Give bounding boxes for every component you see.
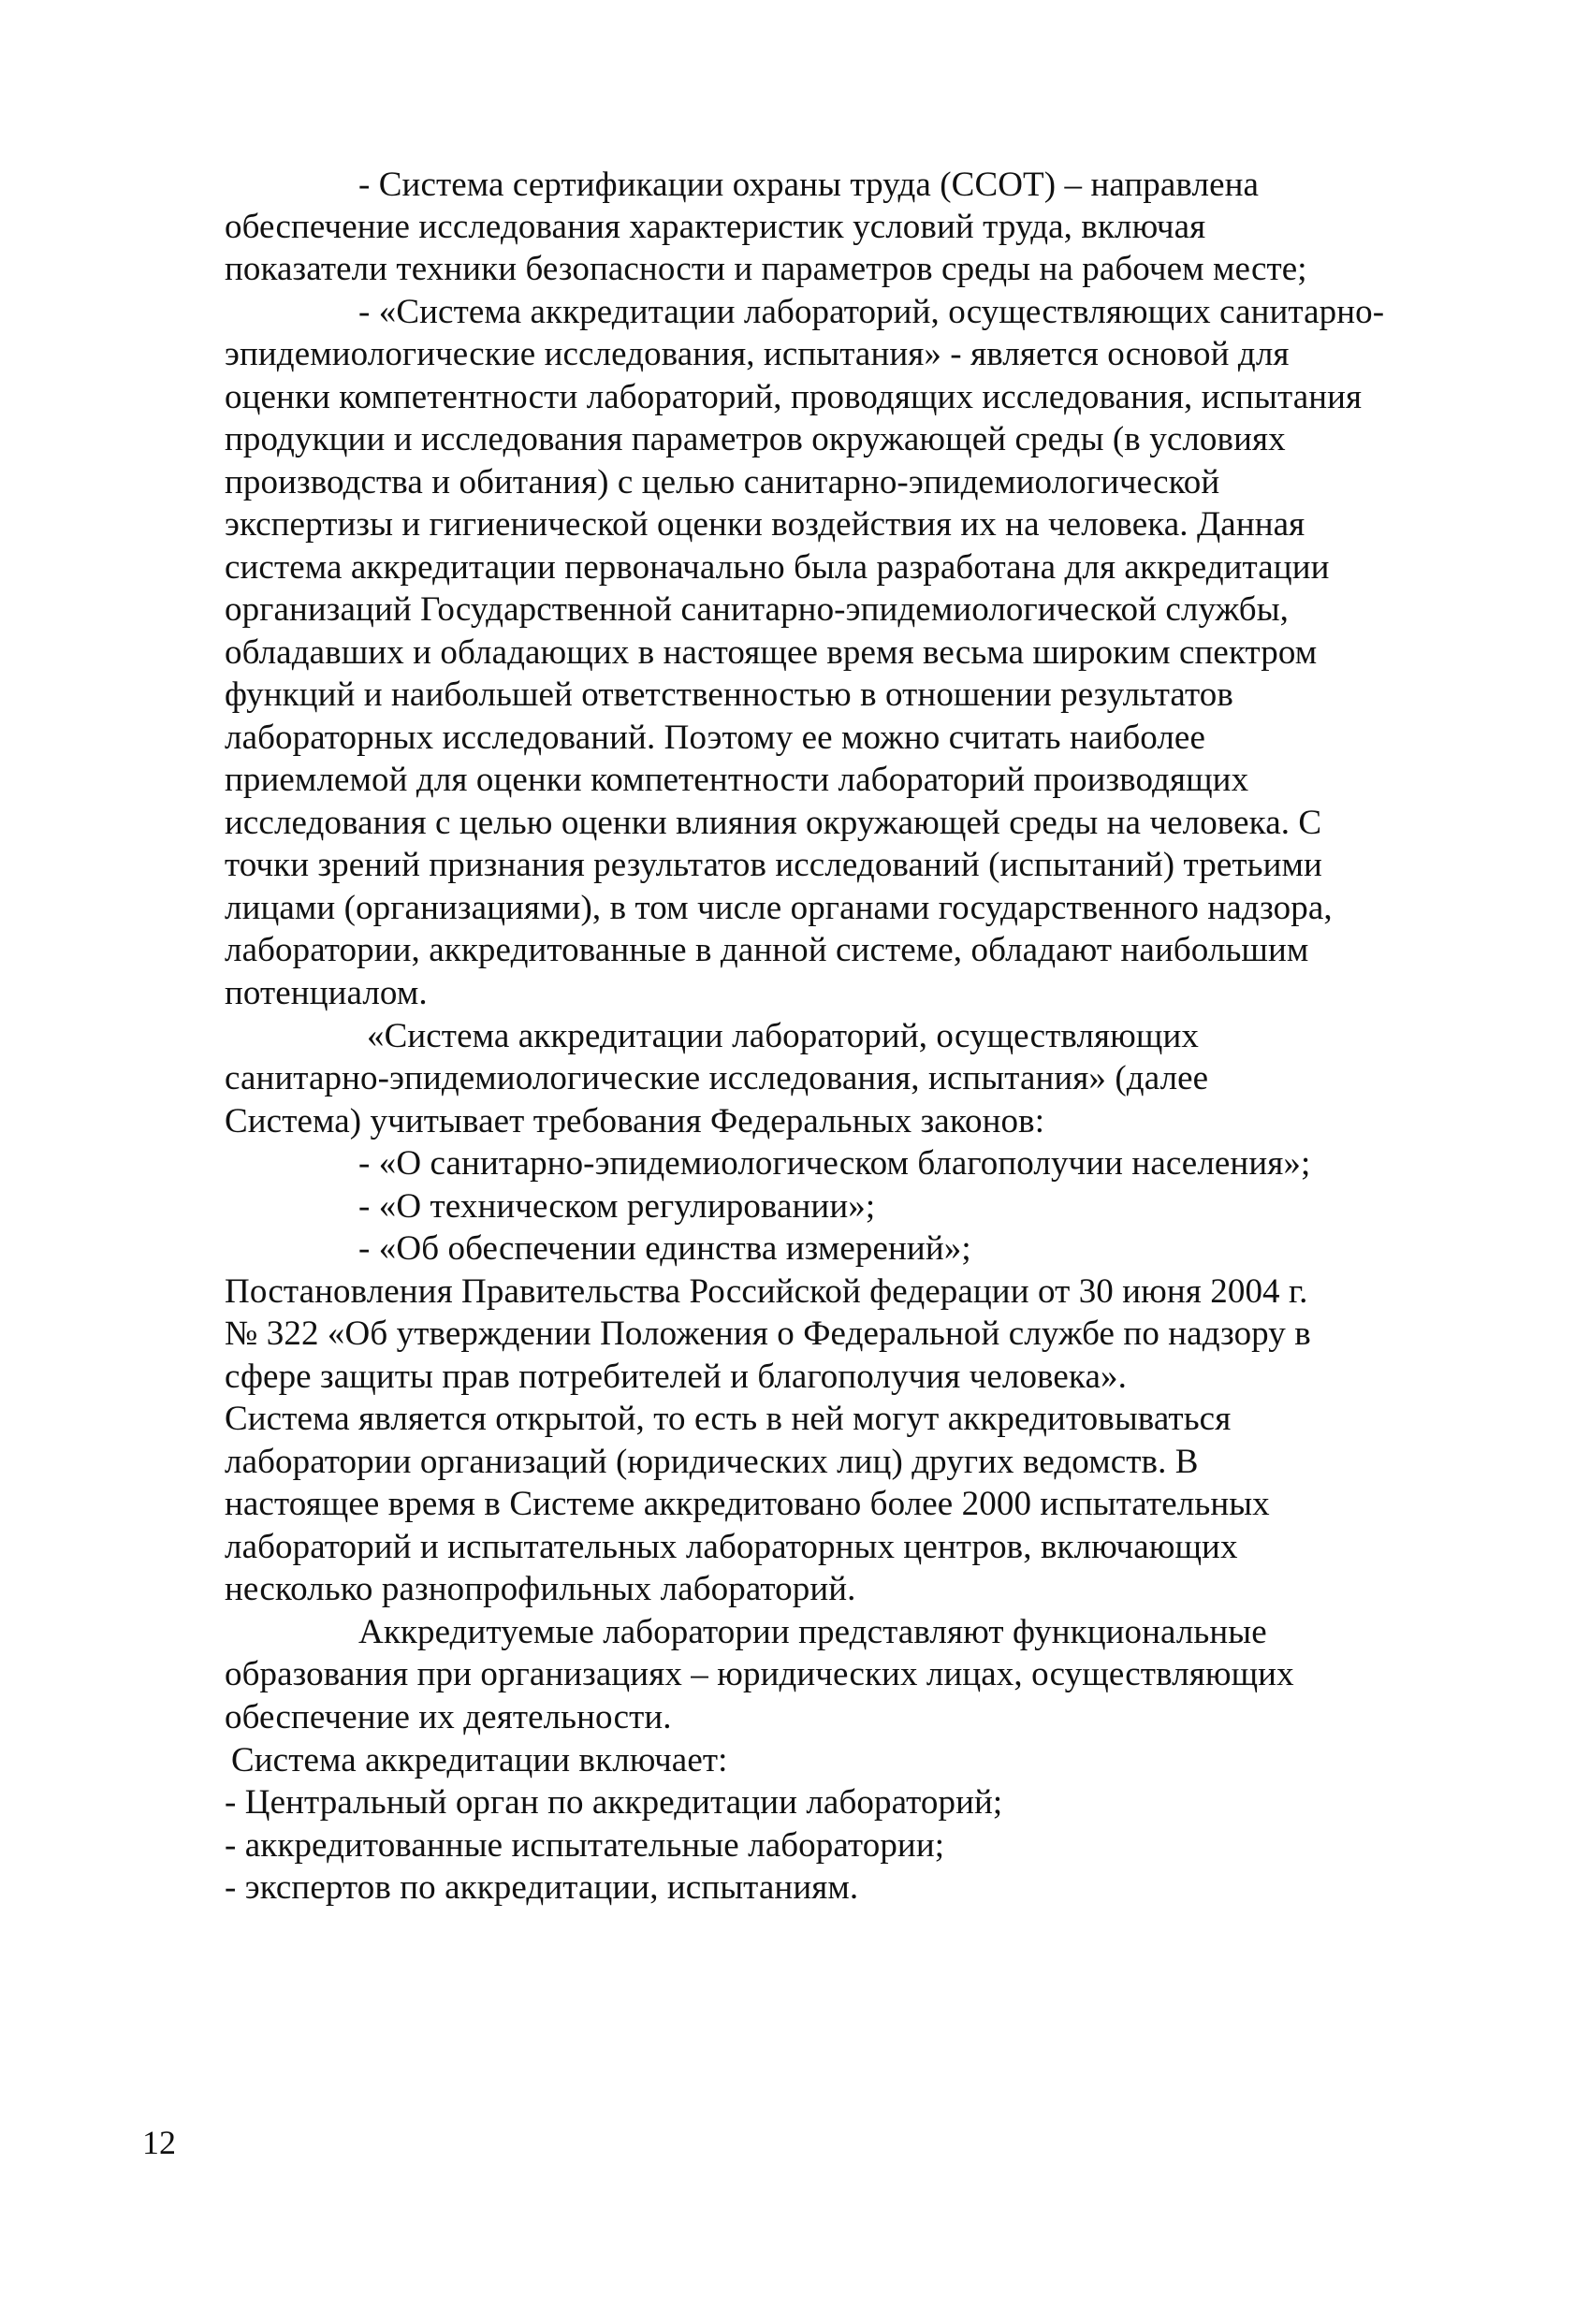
text-line: - Система сертификации охраны труда (ССОТ) – направлена xyxy=(358,166,1260,204)
text-line: показатели техники безопасности и параметров среды на рабочем месте; xyxy=(225,250,1307,288)
text-line: Система является открытой, то есть в ней могут аккредитовываться xyxy=(225,1400,1232,1438)
text-line: потенциалом. xyxy=(225,974,428,1012)
text-line: продукции и исследования параметров окружающей среды (в условиях xyxy=(225,420,1286,458)
text-line: Система аккредитации включает: xyxy=(231,1741,728,1779)
text-line: - «О санитарно-эпидемиологическом благополучии населения»; xyxy=(358,1144,1311,1183)
text-line: оценки компетентности лабораторий, проводящих исследования, испытания xyxy=(225,378,1363,416)
text-line: лабораторных исследований. Поэтому ее можно считать наиболее xyxy=(225,719,1205,757)
text-line: лаборатории, аккредитованные в данной системе, обладают наибольшим xyxy=(225,931,1309,969)
text-line: Аккредитуемые лаборатории представляют функциональные xyxy=(358,1613,1267,1651)
text-line: несколько разнопрофильных лабораторий. xyxy=(225,1570,856,1608)
text-line: приемлемой для оценки компетентности лабораторий производящих xyxy=(225,761,1249,799)
text-line: - Центральный орган по аккредитации лабораторий; xyxy=(225,1783,1003,1822)
text-line: лицами (организациями), в том числе органами государственного надзора, xyxy=(225,889,1333,927)
text-line: лабораторий и испытательных лабораторных центров, включающих xyxy=(225,1528,1238,1566)
text-line: образования при организациях – юридических лицах, осуществляющих xyxy=(225,1655,1294,1693)
text-line: лаборатории организаций (юридических лиц) других ведомств. В xyxy=(225,1443,1199,1481)
text-line: обеспечение исследования характеристик условий труда, включая xyxy=(225,208,1206,246)
text-line: - экспертов по аккредитации, испытаниям. xyxy=(225,1868,859,1907)
text-line: - аккредитованные испытательные лаборатории; xyxy=(225,1826,945,1865)
page-number: 12 xyxy=(142,2124,176,2161)
text-line: организаций Государственной санитарно-эпидемиологической службы, xyxy=(225,590,1290,629)
text-line: Система) учитывает требования Федеральных законов: xyxy=(225,1102,1045,1140)
text-line: № 322 «Об утверждении Положения о Федеральной службе по надзору в xyxy=(225,1315,1311,1353)
text-line: сфере защиты прав потребителей и благополучия человека». xyxy=(225,1358,1127,1396)
text-line: точки зрений признания результатов исследований (испытаний) третьими xyxy=(225,846,1322,884)
text-line: исследования с целью оценки влияния окружающей среды на человека. С xyxy=(225,804,1322,842)
text-line: - «Об обеспечении единства измерений»; xyxy=(358,1229,971,1268)
text-line: - «Система аккредитации лабораторий, осуществляющих санитарно- xyxy=(358,293,1385,331)
text-line: - «О техническом регулировании»; xyxy=(358,1187,876,1226)
text-line: эпидемиологические исследования, испытания» - является основой для xyxy=(225,335,1290,373)
text-line: Постановления Правительства Российской федерации от 30 июня 2004 г. xyxy=(225,1272,1308,1311)
text-line: производства и обитания) с целью санитарно-эпидемиологической xyxy=(225,463,1220,501)
text-line: система аккредитации первоначально была разработана для аккредитации xyxy=(225,548,1330,587)
text-line: обладавших и обладающих в настоящее время весьма широким спектром xyxy=(225,633,1318,672)
text-line: экспертизы и гигиенической оценки воздействия их на человека. Данная xyxy=(225,505,1305,544)
text-line: санитарно-эпидемиологические исследования, испытания» (далее xyxy=(225,1059,1209,1097)
text-line: функций и наибольшей ответственностью в отношении результатов xyxy=(225,675,1233,714)
text-line: настоящее время в Системе аккредитовано более 2000 испытательных xyxy=(225,1485,1270,1523)
text-line: обеспечение их деятельности. xyxy=(225,1698,672,1736)
text-line: «Система аккредитации лабораторий, осуществляющих xyxy=(367,1017,1199,1055)
